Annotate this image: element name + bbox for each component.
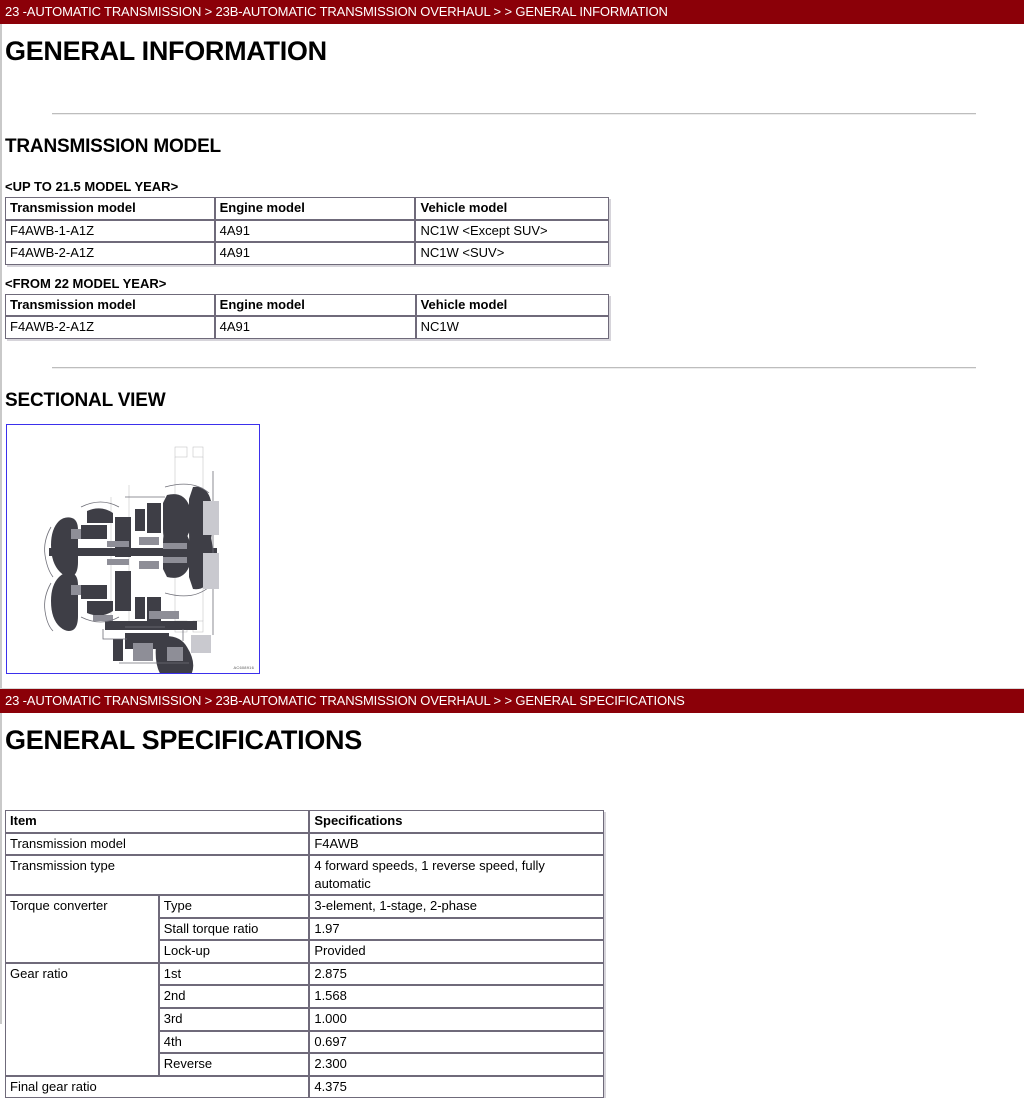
transmission-cutaway-drawing [7,425,259,673]
cell-transmission-model: F4AWB-2-A1Z [5,242,215,265]
cell-sub-item: Type [159,895,310,918]
table-caption-up-to-21-5-model-year: <UP TO 21.5 MODEL YEAR> [5,179,179,195]
page-title-general-specifications: GENERAL SPECIFICATIONS [5,724,362,755]
cell-engine-model: 4A91 [215,242,416,265]
cell-value: F4AWB [309,833,604,856]
column-header-engine-model: Engine model [215,294,416,317]
section-heading-transmission-model: TRANSMISSION MODEL [5,136,221,158]
cell-value: 4.375 [309,1076,604,1098]
cell-value: 2.300 [309,1053,604,1076]
cell-item: Transmission model [5,833,309,856]
column-header-vehicle-model: Vehicle model [416,294,609,317]
cell-sub-item: 1st [159,963,310,986]
cell-sub-item: 3rd [159,1008,310,1031]
table-transmission-model-up-to-21-5 [5,197,609,265]
section-heading-sectional-view: SECTIONAL VIEW [5,389,166,411]
cell-vehicle-model: NC1W <Except SUV> [415,220,609,243]
cell-value: 4 forward speeds, 1 reverse speed, fully automatic [309,855,604,895]
table-header-row [5,810,604,833]
table-general-specifications [5,810,604,1098]
table-row [5,316,609,339]
table-transmission-model-from-22 [5,294,609,339]
cell-transmission-model: F4AWB-2-A1Z [5,316,215,339]
cell-value: 2.875 [309,963,604,986]
cell-item-gear-ratio: Gear ratio [5,963,159,1076]
cell-value: 1.000 [309,1008,604,1031]
table-caption-from-22-model-year: <FROM 22 MODEL YEAR> [5,275,167,291]
sectional-view-figure-link[interactable] [6,424,260,674]
column-header-specifications: Specifications [309,810,604,833]
column-header-transmission-model: Transmission model [5,294,215,317]
cell-sub-item: Lock-up [159,940,310,963]
table-row [5,895,604,918]
cell-engine-model: 4A91 [215,316,416,339]
cell-value: 0.697 [309,1031,604,1054]
cell-item-torque-converter: Torque converter [5,895,159,963]
cell-vehicle-model: NC1W <SUV> [415,242,609,265]
cell-sub-item: Stall torque ratio [159,918,310,941]
cell-sub-item: 2nd [159,985,310,1008]
table-row [5,242,609,265]
breadcrumb-general-information[interactable]: 23 -AUTOMATIC TRANSMISSION > 23B-AUTOMATIC TRANSMISSION OVERHAUL > > GENERAL INFORMATION [0,0,1024,24]
cell-engine-model: 4A91 [215,220,416,243]
figure-caption: AC608916 [233,664,254,670]
table-row [5,833,604,856]
cell-transmission-model: F4AWB-1-A1Z [5,220,215,243]
column-header-item: Item [5,810,309,833]
column-header-transmission-model: Transmission model [5,197,215,220]
sectional-view-figure [7,425,259,673]
table-row [5,963,604,986]
table-row [5,220,609,243]
table-header-row [5,197,609,220]
cell-value: 1.97 [309,918,604,941]
table-row [5,1076,604,1098]
cell-sub-item: Reverse [159,1053,310,1076]
cell-value: Provided [309,940,604,963]
table-header-row [5,294,609,317]
cell-value: 3-element, 1-stage, 2-phase [309,895,604,918]
page-title-general-information: GENERAL INFORMATION [5,36,327,66]
cell-item: Final gear ratio [5,1076,309,1098]
cell-sub-item: 4th [159,1031,310,1054]
table-row [5,855,604,895]
cell-item: Transmission type [5,855,309,895]
breadcrumb-general-specifications[interactable]: 23 -AUTOMATIC TRANSMISSION > 23B-AUTOMATIC TRANSMISSION OVERHAUL > > GENERAL SPECIFICATIONS [0,688,1024,713]
cell-vehicle-model: NC1W [416,316,609,339]
column-header-engine-model: Engine model [215,197,416,220]
cell-value: 1.568 [309,985,604,1008]
column-header-vehicle-model: Vehicle model [415,197,609,220]
